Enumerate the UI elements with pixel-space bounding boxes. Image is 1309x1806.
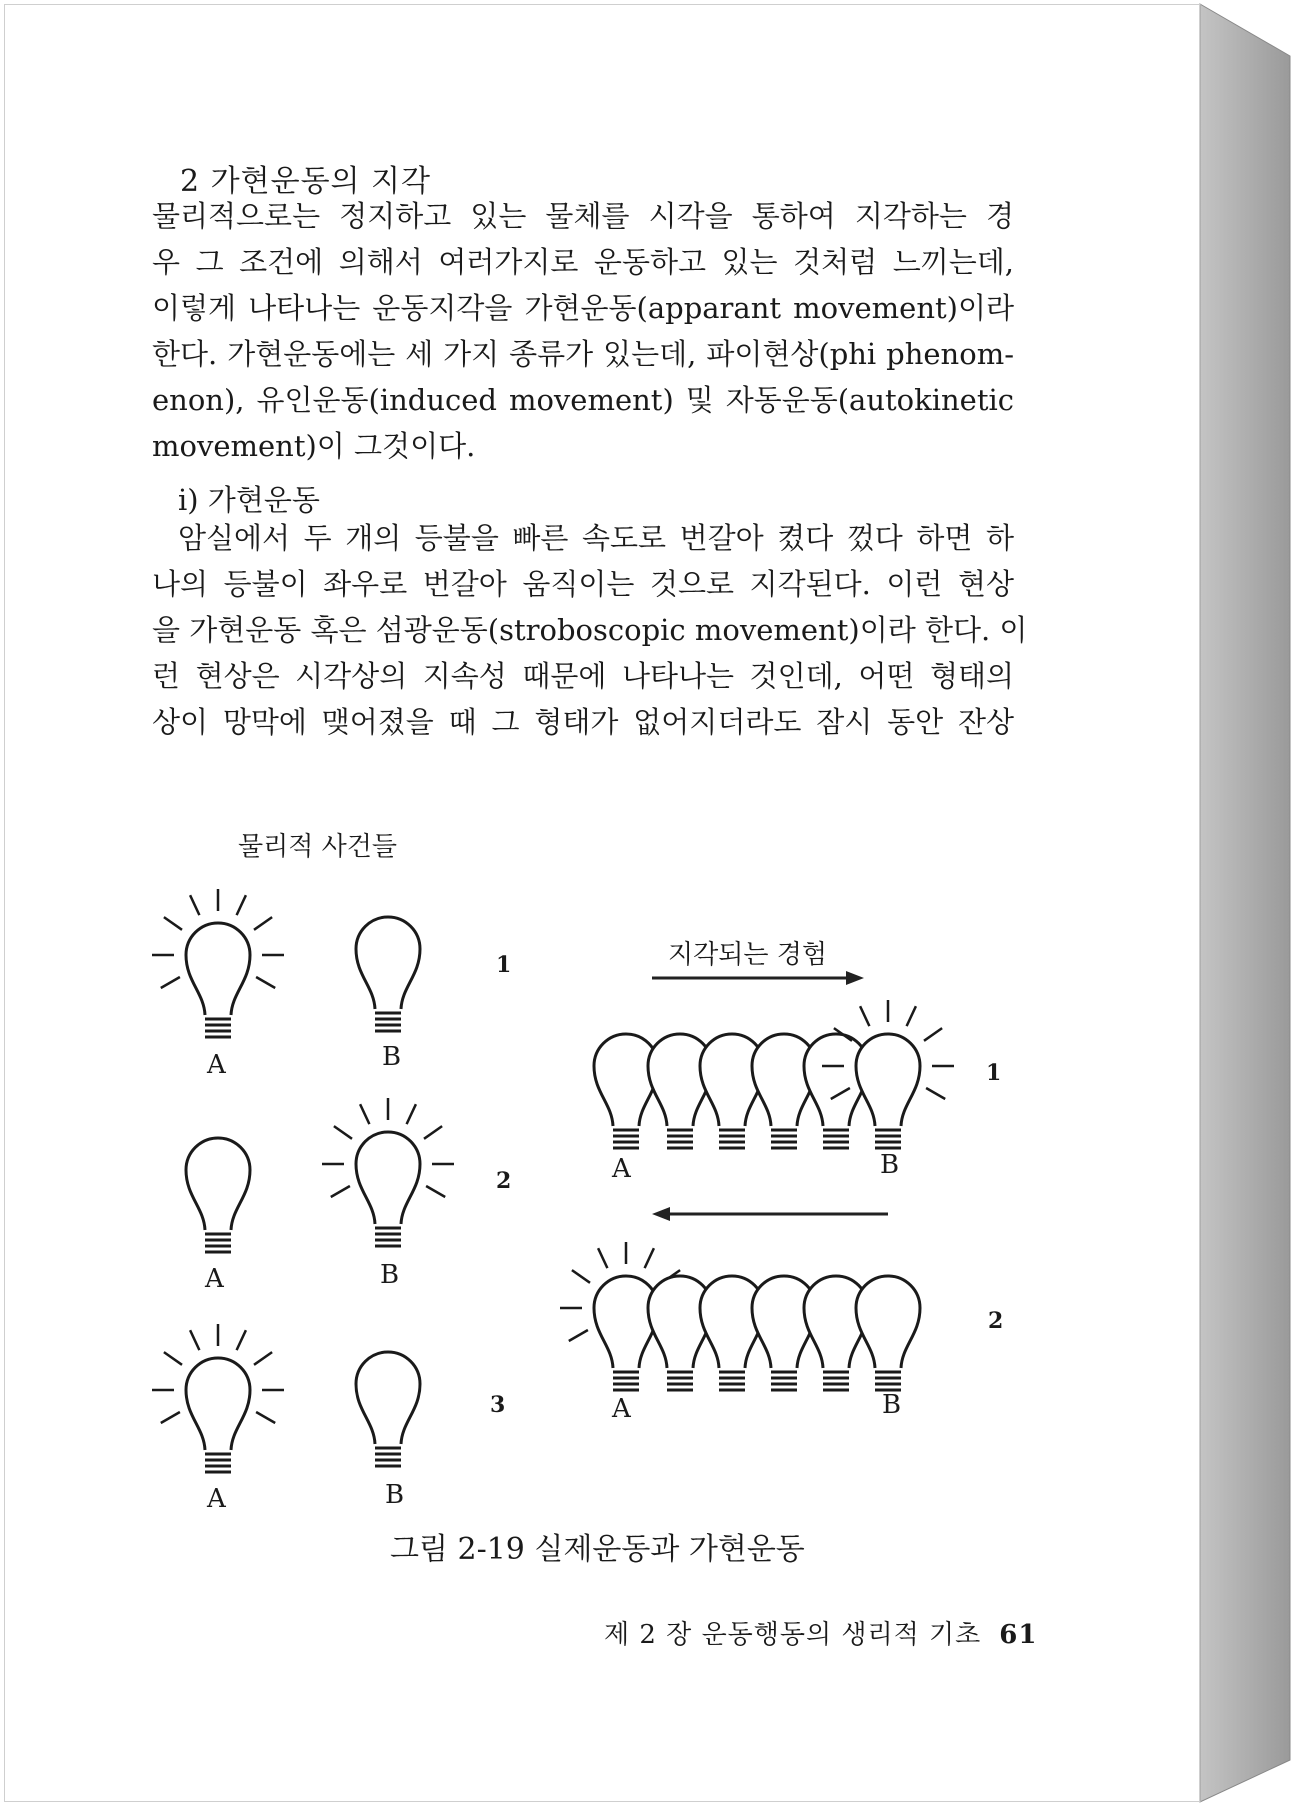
bulb-b-icon [356,917,420,1031]
bulb-label-b: B [882,1390,902,1420]
bulb-label-a: A [612,1394,631,1424]
bulb-b-icon [322,1098,454,1246]
row-number: 1 [496,952,512,978]
row-number: 3 [490,1392,506,1418]
page-footer [604,1614,1037,1651]
bulb-label-b: B [380,1260,400,1290]
paragraph2-line: 런 현상은 시각상의 지속성 때문에 나타나는 것인데, 어떤 형태의 [152,659,1014,693]
bulb-sequence-icon [594,1034,658,1148]
chapter-title: 제 2 장 운동행동의 생리적 기초 [604,1620,982,1650]
paragraph1-line: movement)이 그것이다. [152,429,476,463]
bulb-label-b: B [382,1042,402,1072]
figure-left-title: 물리적 사건들 [238,832,397,862]
bulb-label-a: A [612,1154,631,1184]
bulb-label-a: A [205,1264,224,1294]
paragraph2-line: 을 가현운동 혹은 섬광운동(stroboscopic movement)이라 한다. 이 [152,613,1028,647]
bulb-a-icon [152,889,284,1037]
bulb-label-b: B [880,1150,900,1180]
arrow-right-icon [652,971,864,985]
bulb-b-icon [356,1352,420,1466]
row-number: 2 [496,1168,512,1194]
bulb-a-icon [152,1324,284,1472]
row-number: 2 [988,1308,1004,1334]
arrow-left-icon [652,1207,888,1221]
paragraph2-line: 상이 망막에 맺어졌을 때 그 형태가 없어지더라도 잠시 동안 잔상 [152,705,1014,739]
paragraph1-line: enon), 유인운동(induced movement) 및 자동운동(autokinetic [152,383,1014,417]
subheading: i) 가현운동 [178,483,320,517]
paragraph2-line: 암실에서 두 개의 등불을 빠른 속도로 번갈아 켰다 껐다 하면 하 [178,521,1014,555]
paragraph1-line: 우 그 조건에 의해서 여러가지로 운동하고 있는 것처럼 느끼는데, [152,245,1014,279]
section-title: 2 가현운동의 지각 [180,164,432,199]
bulb-label-a: A [207,1484,226,1514]
figure-right-title: 지각되는 경험 [668,940,827,970]
bulb-label-a: A [207,1050,226,1080]
bulb-label-b: B [385,1480,405,1510]
row-number: 1 [986,1060,1002,1086]
paragraph2-line: 나의 등불이 좌우로 번갈아 움직이는 것으로 지각된다. 이런 현상 [152,567,1014,601]
paragraph1-line: 물리적으로는 정지하고 있는 물체를 시각을 통하여 지각하는 경 [152,199,1014,233]
figure-caption: 그림 2-19 실제운동과 가현운동 [390,1532,805,1567]
bulb-a-icon [186,1138,250,1252]
paragraph1-line: 한다. 가현운동에는 세 가지 종류가 있는데, 파이현상(phi phenom- [152,337,1014,371]
paragraph1-line: 이렇게 나타나는 운동지각을 가현운동(apparant movement)이라 [152,291,1014,325]
page-number: 61 [999,1620,1038,1650]
bulb-sequence-icon [856,1276,920,1390]
